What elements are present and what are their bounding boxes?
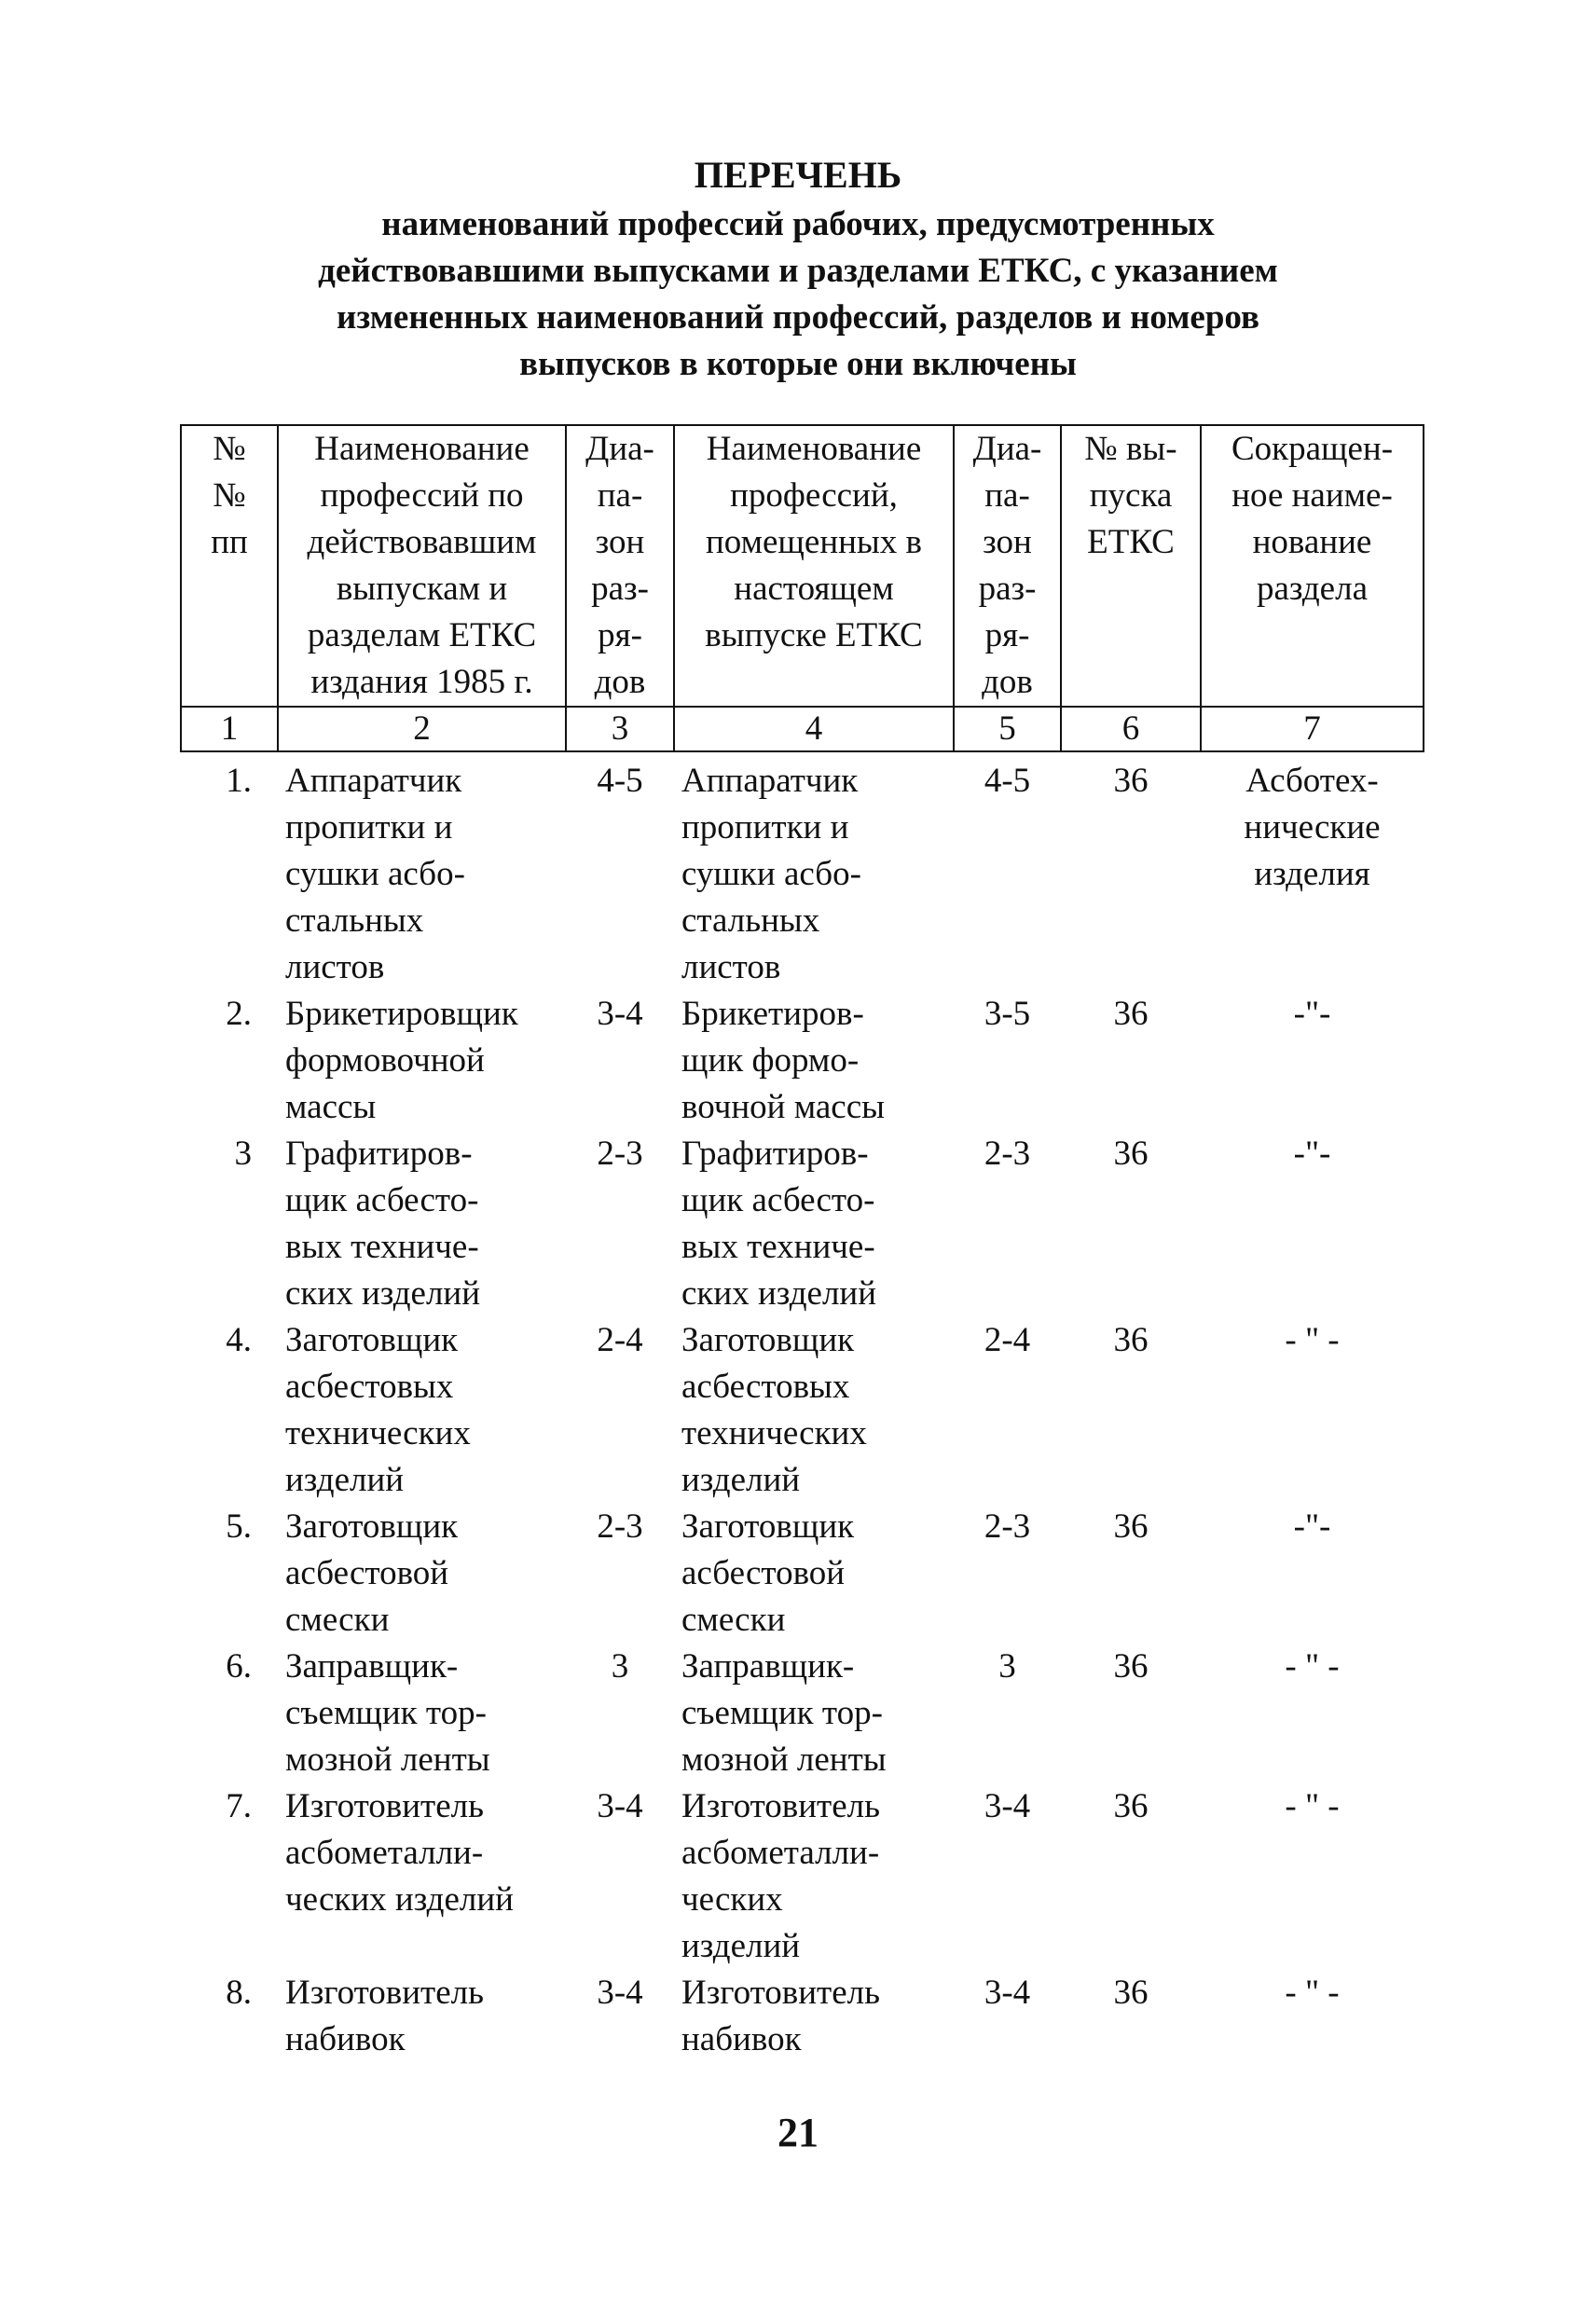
title-line: выпусков в которые они включены bbox=[519, 345, 1077, 383]
issue-number: 36 bbox=[1113, 1507, 1149, 1546]
header-new-range: Диа- па- зон раз- ря- дов bbox=[954, 425, 1061, 707]
title-line: действовавшими выпусками и разделами ЕТКС, с указанием bbox=[318, 252, 1278, 290]
row-number: 7. bbox=[226, 1787, 252, 1825]
header-old-name: Наименование профессий по действовавшим выпускам и разделам ЕТКС издания 1985 г. bbox=[278, 425, 566, 707]
old-profession-name: Заготовщик асбестовых технических изделий bbox=[285, 1321, 471, 1499]
new-profession-name: Изготовитель асбометалли- ческих изделий bbox=[681, 1787, 880, 1965]
new-profession-name: Заправщик- съемщик тор- мозной ленты bbox=[681, 1647, 887, 1779]
column-number: 5 bbox=[954, 707, 1061, 751]
new-profession-name: Графитиров- щик асбесто- вых техниче- ских изделий bbox=[681, 1135, 877, 1313]
new-grade-range: 3-4 bbox=[984, 1787, 1031, 1825]
header-old-range: Диа- па- зон раз- ря- дов bbox=[566, 425, 674, 707]
header-row bbox=[181, 425, 1424, 707]
row-number: 4. bbox=[226, 1321, 252, 1359]
header-issue: № вы- пуска ЕТКС bbox=[1061, 425, 1201, 707]
table-row bbox=[181, 991, 1424, 1131]
section-name: - " - bbox=[1285, 1787, 1340, 1825]
row-number: 2. bbox=[226, 995, 252, 1033]
title-line: измененных наименований профессий, разделов и номеров bbox=[337, 298, 1259, 337]
new-profession-name: Заготовщик асбестовой смески bbox=[681, 1507, 855, 1639]
new-profession-name: Аппаратчик пропитки и сушки асбо- стальных листов bbox=[681, 762, 861, 986]
old-grade-range: 3-4 bbox=[597, 995, 643, 1033]
section-name: Асботех- нические изделия bbox=[1244, 762, 1381, 893]
table-row bbox=[181, 1970, 1424, 2063]
section-name: -"- bbox=[1293, 1507, 1331, 1546]
issue-number: 36 bbox=[1113, 995, 1149, 1033]
row-number: 3 bbox=[234, 1135, 252, 1173]
table-header bbox=[181, 425, 1424, 751]
old-grade-range: 2-3 bbox=[597, 1135, 643, 1173]
old-profession-name: Графитиров- щик асбесто- вых техниче- ских изделий bbox=[285, 1135, 481, 1313]
title-line: наименований профессий рабочих, предусмотренных bbox=[381, 205, 1215, 243]
new-grade-range: 2-3 bbox=[984, 1135, 1031, 1173]
old-profession-name: Изготовитель набивок bbox=[285, 1974, 484, 2058]
issue-number: 36 bbox=[1113, 762, 1149, 800]
old-grade-range: 3-4 bbox=[597, 1974, 643, 2012]
issue-number: 36 bbox=[1113, 1321, 1149, 1359]
issue-number: 36 bbox=[1113, 1647, 1149, 1686]
table-row bbox=[181, 1644, 1424, 1783]
table-row bbox=[181, 1317, 1424, 1504]
old-grade-range: 4-5 bbox=[597, 762, 643, 800]
table-row bbox=[181, 1131, 1424, 1317]
old-profession-name: Заготовщик асбестовой смески bbox=[285, 1507, 459, 1639]
old-grade-range: 2-3 bbox=[597, 1507, 643, 1546]
old-profession-name: Изготовитель асбометалли- ческих изделий bbox=[285, 1787, 514, 1919]
table-row bbox=[181, 1504, 1424, 1644]
column-number-row bbox=[181, 707, 1424, 751]
section-name: - " - bbox=[1285, 1647, 1340, 1686]
header-number: № № пп bbox=[181, 425, 278, 707]
section-name: - " - bbox=[1285, 1974, 1340, 2012]
column-number: 4 bbox=[674, 707, 954, 751]
new-grade-range: 3-5 bbox=[984, 995, 1031, 1033]
row-number: 1. bbox=[226, 762, 252, 800]
page-number: 21 bbox=[777, 2110, 819, 2155]
profession-table bbox=[180, 424, 1424, 2063]
row-number: 6. bbox=[226, 1647, 252, 1686]
document-title bbox=[0, 149, 1596, 388]
old-grade-range: 3 bbox=[611, 1647, 629, 1686]
new-profession-name: Изготовитель набивок bbox=[681, 1974, 880, 2058]
section-name: -"- bbox=[1293, 995, 1331, 1033]
column-number: 1 bbox=[181, 707, 278, 751]
old-profession-name: Брикетировщик формовочной массы bbox=[285, 995, 518, 1126]
row-number: 5. bbox=[226, 1507, 252, 1546]
column-number: 3 bbox=[566, 707, 674, 751]
issue-number: 36 bbox=[1113, 1787, 1149, 1825]
old-profession-name: Аппаратчик пропитки и сушки асбо- стальных листов bbox=[285, 762, 465, 986]
new-grade-range: 3-4 bbox=[984, 1974, 1031, 2012]
column-number: 7 bbox=[1201, 707, 1424, 751]
table-row bbox=[181, 751, 1424, 991]
column-number: 2 bbox=[278, 707, 566, 751]
table-body bbox=[181, 751, 1424, 2063]
table-row bbox=[181, 1783, 1424, 1970]
new-grade-range: 2-4 bbox=[984, 1321, 1031, 1359]
new-grade-range: 4-5 bbox=[984, 762, 1031, 800]
issue-number: 36 bbox=[1113, 1135, 1149, 1173]
section-name: -"- bbox=[1293, 1135, 1331, 1173]
row-number: 8. bbox=[226, 1974, 252, 2012]
old-grade-range: 2-4 bbox=[597, 1321, 643, 1359]
issue-number: 36 bbox=[1113, 1974, 1149, 2012]
header-section: Сокращен- ное наиме- нование раздела bbox=[1201, 425, 1424, 707]
column-number: 6 bbox=[1061, 707, 1201, 751]
header-new-name: Наименование профессий, помещенных в настоящем выпуске ЕТКС bbox=[674, 425, 954, 707]
section-name: - " - bbox=[1285, 1321, 1340, 1359]
old-profession-name: Заправщик- съемщик тор- мозной ленты bbox=[285, 1647, 490, 1779]
title-main: ПЕРЕЧЕНЬ bbox=[694, 154, 902, 196]
new-profession-name: Заготовщик асбестовых технических изделий bbox=[681, 1321, 867, 1499]
new-grade-range: 2-3 bbox=[984, 1507, 1031, 1546]
old-grade-range: 3-4 bbox=[597, 1787, 643, 1825]
new-profession-name: Брикетиров- щик формо- вочной массы bbox=[681, 995, 886, 1126]
new-grade-range: 3 bbox=[998, 1647, 1016, 1686]
